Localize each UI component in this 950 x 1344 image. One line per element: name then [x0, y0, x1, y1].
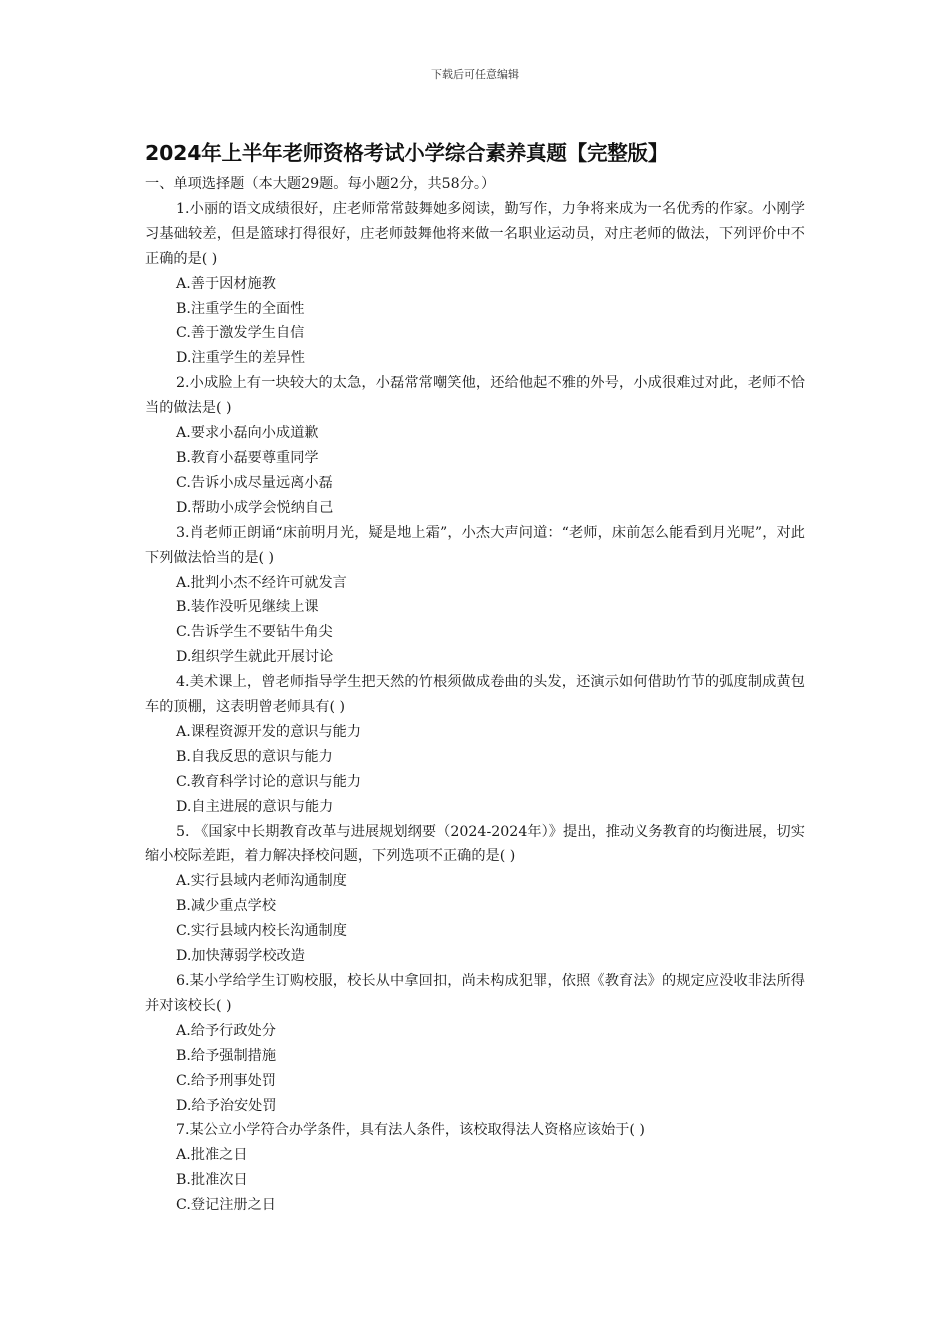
option-b: B.装作没听见继续上课: [176, 599, 319, 616]
option-b: B.自我反思的意识与能力: [176, 748, 333, 765]
option-a: A.善于因材施教: [176, 275, 276, 292]
question-stem: 1.小丽的语文成绩很好，庄老师常常鼓舞她多阅读，勤写作，力争将来成为一名优秀的作家。小刚学习基础较差，但是篮球打得很好，庄老师鼓舞他将来做一名职业运动员，对庄老师的做法，下列评价中不正确的是( ): [145, 200, 805, 267]
question-stem: 7.某公立小学符合办学条件，具有法人条件，该校取得法人资格应该始于( ): [176, 1122, 645, 1139]
question-stem: 2.小成脸上有一块较大的太急，小磊常常嘲笑他，还给他起不雅的外号，小成很难过对此，老师不恰当的做法是( ): [145, 375, 805, 417]
option-b: B.批准次日: [176, 1172, 248, 1189]
question-5: [145, 820, 805, 969]
question-stem: 3.肖老师正朗诵“床前明月光，疑是地上霜”，小杰大声问道：“老师，床前怎么能看到月光呢”，对此下列做法恰当的是( ): [145, 524, 805, 566]
option-c: C.教育科学讨论的意识与能力: [176, 773, 362, 790]
question-6: [145, 969, 805, 1118]
option-a: A.批判小杰不经许可就发言: [176, 574, 347, 591]
question-stem: 5. 《国家中长期教育改革与进展规划纲要（2024-2024年）》提出，推动义务教育的均衡进展，切实缩小校际差距，着力解决择校问题，下列选项不正确的是( ): [145, 823, 805, 865]
option-b: B.给予强制措施: [176, 1047, 277, 1064]
option-c: C.登记注册之日: [176, 1197, 276, 1214]
option-a: A.课程资源开发的意识与能力: [176, 723, 362, 740]
option-b: B.减少重点学校: [176, 898, 277, 915]
question-1: [145, 197, 805, 371]
option-a: A.批准之日: [176, 1147, 248, 1164]
document-body: [145, 172, 805, 1218]
option-d: D.自主进展的意识与能力: [176, 798, 334, 815]
option-b: B.教育小磊要尊重同学: [176, 449, 319, 466]
option-a: A.要求小磊向小成道歉: [176, 425, 319, 442]
question-stem: 4.美术课上，曾老师指导学生把天然的竹根须做成卷曲的头发，还演示如何借助竹节的弧度制成黄包车的顶棚，这表明曾老师具有( ): [145, 674, 805, 716]
section-heading: 一、单项选择题（本大题29题。每小题2分，共58分。）: [145, 176, 496, 192]
option-d: D.组织学生就此开展讨论: [176, 649, 334, 666]
option-c: C.善于激发学生自信: [176, 325, 305, 342]
document-title: 2024年上半年老师资格考试小学综合素养真题【完整版】: [145, 141, 669, 165]
option-c: C.告诉学生不要钻牛角尖: [176, 624, 333, 641]
question-4: [145, 670, 805, 819]
option-c: C.给予刑事处罚: [176, 1072, 276, 1089]
option-d: D.加快薄弱学校改造: [176, 948, 305, 965]
option-b: B.注重学生的全面性: [176, 300, 305, 317]
question-3: [145, 521, 805, 670]
option-a: A.给予行政处分: [176, 1022, 276, 1039]
header-note: 下载后可任意编辑: [431, 68, 519, 81]
option-d: D.注重学生的差异性: [176, 350, 305, 367]
option-c: C.实行县域内校长沟通制度: [176, 923, 347, 940]
question-7: [145, 1118, 805, 1218]
option-d: D.给予治安处罚: [176, 1097, 277, 1114]
option-c: C.告诉小成尽量远离小磊: [176, 474, 333, 491]
option-d: D.帮助小成学会悦纳自己: [176, 499, 334, 516]
question-2: [145, 371, 805, 520]
option-a: A.实行县域内老师沟通制度: [176, 873, 347, 890]
question-stem: 6.某小学给学生订购校服，校长从中拿回扣，尚未构成犯罪，依照《教育法》的规定应没收非法所得并对该校长( ): [145, 973, 805, 1014]
